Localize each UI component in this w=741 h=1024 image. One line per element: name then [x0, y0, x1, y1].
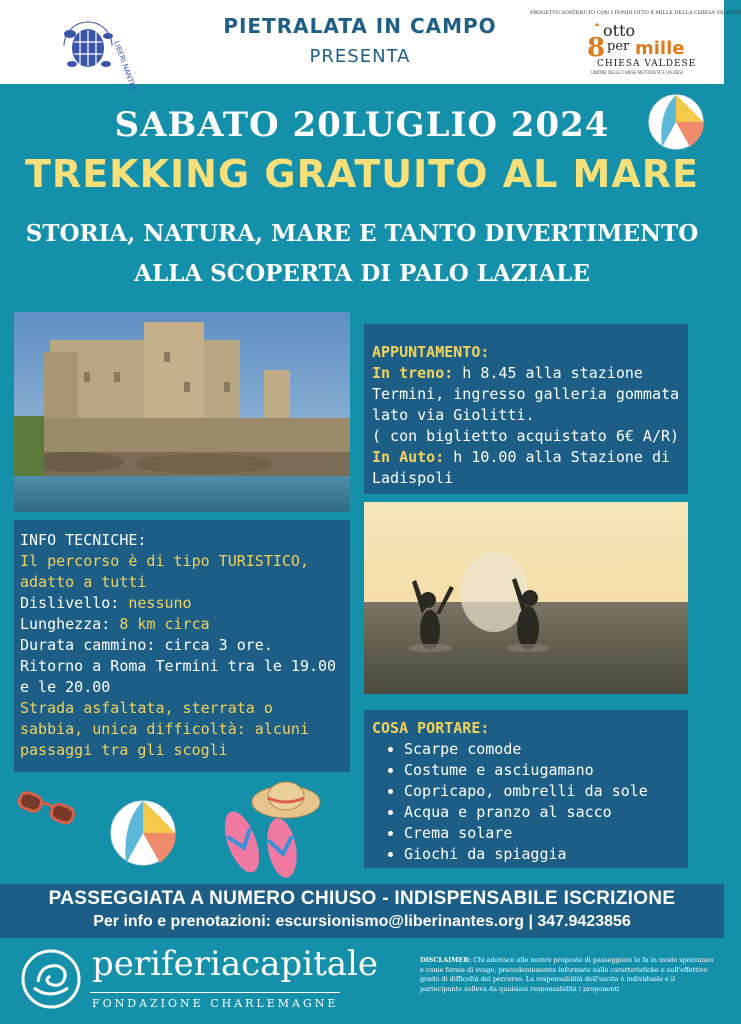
brand-divider — [90, 992, 340, 993]
castle-photo — [14, 312, 350, 512]
sunglasses-icon — [14, 790, 80, 828]
lunghezza-info — [20, 614, 344, 635]
disclaimer-label: DISCLAIMER: — [420, 956, 472, 964]
list-item: • Crema solare — [404, 823, 680, 844]
svg-text:otto: otto — [603, 21, 636, 40]
sea-kids-photo — [364, 502, 688, 694]
list-item: • Acqua e pranzo al sacco — [404, 802, 680, 823]
appuntamento-heading: APPUNTAMENTO: — [372, 343, 490, 361]
registration-notice: PASSEGGIATA A NUMERO CHIUSO - INDISPENSABILE ISCRIZIONE — [48, 888, 676, 909]
logo-lettering: LIBERI NANTES — [112, 39, 138, 93]
presenta-label: PRESENTA — [309, 46, 411, 67]
lunghezza-label: Lunghezza: — [20, 615, 111, 633]
portare-list — [372, 739, 680, 865]
event-subtitle-2: ALLA SCOPERTA DI PALO LAZIALE — [134, 260, 590, 287]
list-item: • Giochi da spiaggia — [404, 844, 680, 865]
periferiacapitale-logo-icon — [20, 948, 82, 1010]
contact-info: Per info e prenotazioni: escursionismo@liberinantes.org | 347.9423856 — [93, 913, 631, 930]
auto-label: In Auto: — [372, 448, 445, 466]
beach-ball-icon — [108, 798, 178, 868]
appuntamento-box — [364, 324, 688, 494]
treno-info — [372, 363, 680, 426]
dislivello-value: nessuno — [119, 594, 192, 612]
svg-text:per: per — [607, 39, 630, 54]
turtle-logo-icon — [52, 12, 138, 93]
auto-text: h 10.00 alla Stazione di Ladispoli — [372, 448, 671, 487]
list-item: • Scarpe comode — [404, 739, 680, 760]
lunghezza-value: 8 km circa — [110, 615, 210, 633]
svg-text:UNIONE DELLE CHIESE METODISTE: UNIONE DELLE CHIESE METODISTE E VALDESI — [591, 70, 683, 75]
event-date: SABATO 20LUGLIO 2024 — [114, 105, 610, 145]
organization-name: PIETRALATA IN CAMPO — [223, 14, 497, 38]
otto-per-mille-logo-icon — [585, 20, 695, 80]
percorso-info: Il percorso è di tipo TURISTICO, adatto a tutti — [20, 552, 309, 591]
sponsor-note: PROGETTO SOSTENUTO CON I FONDI OTTO X MILLE DELLA CHIESA VALDESE — [530, 10, 741, 16]
svg-text:mille: mille — [635, 38, 685, 59]
svg-text:CHIESA VALDESE: CHIESA VALDESE — [597, 59, 697, 69]
treno-text: h 8.45 alla stazione Termini, ingresso galleria gommata lato via Giolitti. — [372, 364, 680, 424]
list-item: • Costume e asciugamano — [404, 760, 680, 781]
auto-info — [372, 447, 680, 489]
sandals-hat-icon — [212, 772, 332, 880]
info-tecniche-box — [14, 520, 350, 772]
info-heading: INFO TECNICHE: — [20, 531, 147, 549]
event-title: TREKKING GRATUITO AL MARE — [25, 152, 699, 196]
ticket-note: ( con biglietto acquistato 6€ A/R) — [372, 427, 680, 445]
list-item: • Copricapo, ombrelli da sole — [404, 781, 680, 802]
dislivello-info — [20, 593, 344, 614]
treno-label: In treno: — [372, 364, 454, 382]
ritorno-info: Ritorno a Roma Termini tra le 19.00 e le 20.00 — [20, 657, 337, 696]
portare-heading: COSA PORTARE: — [372, 719, 490, 737]
event-subtitle-1: STORIA, NATURA, MARE E TANTO DIVERTIMENTO — [25, 220, 699, 247]
brand-name: periferiacapitale — [92, 944, 378, 984]
disclaimer-text: Chi aderisce alle nostre proposte di passeggiate lo fa in modo spontaneo e come forma di svago, precedentemente informato sulle caratteristiche e sull'effettivo grado di difficoltà del percorso. La responsabilità dell'uscita è individuale e il partecipante solleva da qualsiasi responsabilità i proponenti — [420, 956, 714, 993]
foundation-name: FONDAZIONE CHARLEMAGNE — [92, 997, 339, 1010]
dislivello-label: Dislivello: — [20, 594, 120, 612]
durata-info: Durata cammino: circa 3 ore. — [20, 636, 273, 654]
cosa-portare-box — [364, 710, 688, 868]
strada-info: Strada asfaltata, sterrata o sabbia, unica difficoltà: alcuni passaggi tra gli scogli — [20, 699, 309, 759]
svg-text:8: 8 — [587, 33, 606, 63]
disclaimer — [420, 956, 716, 994]
beach-ball-icon — [646, 92, 706, 152]
